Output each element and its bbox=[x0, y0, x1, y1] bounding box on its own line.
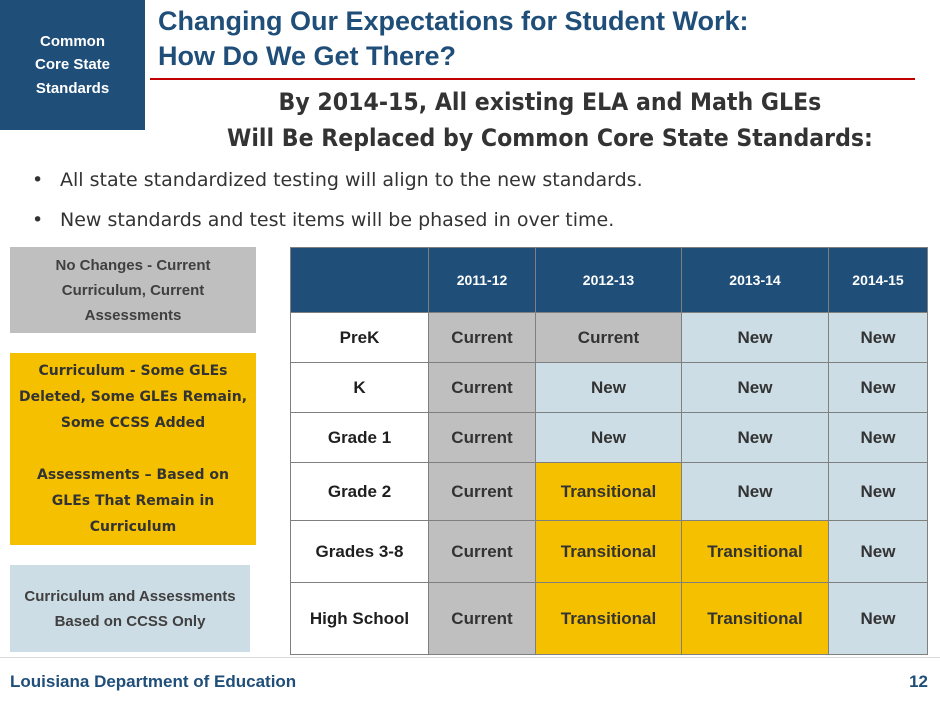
status-cell: Current bbox=[429, 413, 536, 463]
status-cell: Transitional bbox=[536, 583, 682, 655]
year-header: 2013-14 bbox=[682, 248, 829, 313]
badge-line-3: Standards bbox=[35, 79, 110, 97]
status-cell: New bbox=[829, 583, 928, 655]
table-row bbox=[291, 413, 928, 463]
status-cell: Transitional bbox=[536, 521, 682, 583]
legend-transitional bbox=[10, 353, 256, 545]
table-row bbox=[291, 463, 928, 521]
table-row bbox=[291, 521, 928, 583]
status-cell: New bbox=[682, 363, 829, 413]
row-label: Grade 1 bbox=[291, 413, 429, 463]
page-number: 12 bbox=[909, 672, 928, 691]
legend-ccss-only-text: Curriculum and Assessments Based on CCSS Only bbox=[24, 587, 236, 630]
legend-no-changes-text: No Changes - Current Curriculum, Current Assessments bbox=[55, 256, 211, 324]
status-cell: New bbox=[829, 463, 928, 521]
status-cell: New bbox=[829, 413, 928, 463]
table-row bbox=[291, 583, 928, 655]
status-cell: Transitional bbox=[682, 521, 829, 583]
status-cell: Current bbox=[429, 313, 536, 363]
status-cell: New bbox=[829, 521, 928, 583]
year-header: 2012-13 bbox=[536, 248, 682, 313]
subtitle-line-1: By 2014-15, All existing ELA and Math GLEs bbox=[278, 88, 822, 116]
table-row bbox=[291, 313, 928, 363]
legend-no-changes bbox=[10, 247, 256, 333]
row-label: Grade 2 bbox=[291, 463, 429, 521]
row-label: PreK bbox=[291, 313, 429, 363]
slide-title bbox=[158, 4, 928, 74]
footer-divider bbox=[0, 657, 940, 658]
badge-line-2: Core State bbox=[34, 56, 111, 74]
year-header: 2011-12 bbox=[429, 248, 536, 313]
title-line-1: Changing Our Expectations for Student Work: bbox=[158, 6, 749, 36]
year-header: 2014-15 bbox=[829, 248, 928, 313]
status-cell: New bbox=[682, 413, 829, 463]
bullet-icon: • bbox=[32, 209, 44, 231]
title-line-2: How Do We Get There? bbox=[158, 41, 457, 71]
status-cell: Current bbox=[429, 583, 536, 655]
status-cell: Current bbox=[429, 463, 536, 521]
bullet-text: All state standardized testing will align to the new standards. bbox=[60, 169, 643, 191]
status-cell: New bbox=[682, 313, 829, 363]
status-cell: Current bbox=[429, 363, 536, 413]
transition-schedule-table bbox=[290, 247, 928, 655]
legend-transitional-curriculum: Curriculum - Some GLEs Deleted, Some GLEs Remain, Some CCSS Added bbox=[18, 363, 248, 431]
bullet-icon: • bbox=[32, 169, 44, 191]
subtitle-line-2: Will Be Replaced by Common Core State Standards: bbox=[226, 124, 873, 152]
status-cell: New bbox=[536, 413, 682, 463]
row-label: Grades 3-8 bbox=[291, 521, 429, 583]
badge-line-1: Common bbox=[40, 33, 105, 51]
status-cell: Current bbox=[536, 313, 682, 363]
slide-subtitle bbox=[44, 84, 940, 156]
status-cell: New bbox=[682, 463, 829, 521]
row-label: K bbox=[291, 363, 429, 413]
status-cell: Transitional bbox=[536, 463, 682, 521]
table-row bbox=[291, 363, 928, 413]
table-corner-cell bbox=[291, 248, 429, 313]
status-cell: New bbox=[536, 363, 682, 413]
bullet-text: New standards and test items will be phased in over time. bbox=[60, 209, 615, 231]
footer-organization: Louisiana Department of Education bbox=[10, 672, 297, 691]
title-divider bbox=[150, 78, 915, 80]
bullet-list bbox=[30, 166, 643, 246]
status-cell: Current bbox=[429, 521, 536, 583]
legend-ccss-only bbox=[10, 565, 250, 652]
status-cell: New bbox=[829, 313, 928, 363]
status-cell: New bbox=[829, 363, 928, 413]
bullet-item bbox=[30, 166, 643, 206]
table-header-row bbox=[291, 248, 928, 313]
bullet-item bbox=[30, 206, 643, 246]
status-cell: Transitional bbox=[682, 583, 829, 655]
row-label: High School bbox=[291, 583, 429, 655]
legend-transitional-assessments: Assessments – Based on GLEs That Remain in Curriculum bbox=[37, 467, 229, 535]
